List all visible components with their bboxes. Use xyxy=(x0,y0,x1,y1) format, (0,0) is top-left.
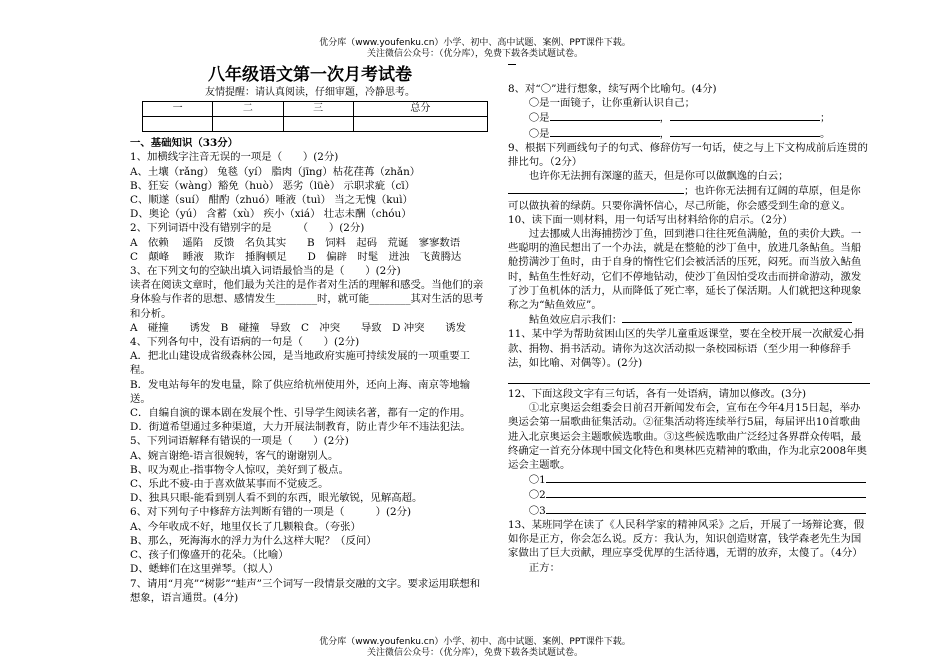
q5-option-b: B、叹为观止-指事物令人惊叹，美好到了极点。 xyxy=(130,463,349,476)
question-1: 1、加横线字注音无误的一项是（ ）(2分) xyxy=(130,151,339,164)
left-column xyxy=(130,64,490,605)
q9-sentence: 也许你无法拥有深邃的蓝天，但是你可以做飘逸的白云； xyxy=(528,170,789,183)
q3-passage: 读者在阅读文章时，他们最为关注的是作者对生活的理解和感受。当他们的亲身体验与作者的思想、感情发生________时，就可能________其对生活的思考和分析。 xyxy=(130,279,484,320)
q1-option-b: B、狂妄（wàng）豁免（huò） 恶劣（lüè） 示职求疵（cī） xyxy=(130,179,416,192)
q9-continuation-text: ；也许你无法拥有辽阔的草原，但是你可以做执着的绿荫。只要你满怀信心，尽己所能，你会感受到生命的意义。 xyxy=(508,185,861,212)
question-12: 12、下面这段文字有三句话，各有一处语病，请加以修改。(3分) xyxy=(508,388,807,401)
q5-option-c: C、乐此不疲-由于喜欢做某事而不觉疲乏。 xyxy=(130,478,329,491)
page-footer xyxy=(0,637,950,659)
q8-blank-1-prefix: 〇是 xyxy=(528,112,550,125)
q8-blank-2-prefix: 〇是 xyxy=(528,127,550,140)
footer-line-1: 优分库（www.youfenku.cn）小学、初中、高中试题、案例、PPT课件下载。 xyxy=(319,637,631,647)
q13-answer-label: 正方： xyxy=(528,561,560,574)
q6-option-d: D、蟋蟀们在这里弹琴。（拟人） xyxy=(130,563,279,576)
page-header xyxy=(0,38,950,60)
question-5: 5、下列词语解释有错误的一项是（ ）(2分) xyxy=(130,435,349,448)
right-column xyxy=(508,82,870,575)
question-8: 8、对“〇”进行想象，续写两个比喻句。(4分) xyxy=(508,83,717,95)
score-header-2: 二 xyxy=(213,102,283,117)
question-11: 11、某中学为帮助贫困山区的失学儿童重返课堂，要在全校开展一次献爱心捐款、捐物、捐书活动。请你为这次活动拟一条校园标语（至少用一种修辞手法，如比喻、对偶等）。(2分) xyxy=(508,328,865,369)
exam-title: 八年级语文第一次月考试卷 xyxy=(208,65,412,85)
q9-answer-blank[interactable] xyxy=(508,183,684,194)
q1-option-d: D、奥论（yú） 含蓄（xù） 疾小（xiá） 壮志未酬（chóu） xyxy=(130,208,412,221)
header-line-1: 优分库（www.youfenku.cn）小学、初中、高中试题、案例、PPT课件下载。 xyxy=(319,38,631,48)
q8-answer-1a[interactable] xyxy=(550,110,660,121)
q8-answer-2a[interactable] xyxy=(550,126,660,137)
q5-option-a: A、婉言谢绝-语言很婉转，客气的谢谢别人。 xyxy=(130,449,339,462)
score-cell-total[interactable] xyxy=(353,117,487,132)
q6-option-c: C、孩子们像盛开的花朵。（比喻） xyxy=(130,549,289,562)
q10-prompt-text: 鲇鱼效应启示我们： xyxy=(528,314,623,327)
q12-fix-3-label: 〇3 xyxy=(528,504,546,517)
q12-fix-2 xyxy=(508,487,870,502)
q4-option-a: A．把北山建设成省级森林公园，是当地政府实施可持续发展的一项重要工程。 xyxy=(130,350,471,377)
question-13: 13、某班同学在读了《人民科学家的精神风采》之后，开展了一场辩论赛，假如你是正方，你会怎么说。反方：我认为，知识创造财富，钱学森老先生为国家做出了巨大贡献，理应享受优厚的生活待遇，无谓的放弃，太傻了。（4分） xyxy=(508,518,865,560)
q12-passage: ①北京奥运会组委会日前召开新闻发布会，宣布在今年4月15日起，举办奥运会第一届歌曲征集活动。②征集活动将连续举行5届，每届评出10首歌曲进入北京奥运会主题歌候选歌曲。③这些候选歌曲广泛经过各界群众传唱，最终确定一首充分体现中国文化特色和奥林匹克精神的歌曲，作为北京2008年奥运会主题歌。 xyxy=(508,402,867,472)
q5-option-d: D、独具只眼-能看到别人看不到的东西，眼光敏锐，见解高超。 xyxy=(130,492,423,505)
q12-fix-2-blank[interactable] xyxy=(546,487,866,498)
q4-option-d: D．街道希望通过多种渠道，大力开展法制教育，防止青少年不违法犯法。 xyxy=(130,421,471,434)
q8-blank-1: 〇是 ， ； xyxy=(528,112,831,125)
q10-prompt xyxy=(508,312,870,327)
q8-blank-2: 〇是 ， 。 xyxy=(528,127,831,140)
question-3: 3、在下列文句的空缺出填入词语最恰当的是（ ）(2分) xyxy=(130,265,401,278)
q9-continuation xyxy=(508,183,870,212)
q12-fix-2-label: 〇2 xyxy=(528,489,546,502)
q3-options: A 碰撞 诱发 B 碰撞 导致 C 冲突 导致 D 冲突 诱发 xyxy=(130,321,467,334)
score-header-total: 总分 xyxy=(353,102,487,117)
question-7: 7、请用“月亮”“树影”“蛙声”三个词写一段情景交融的文字。要求运用联想和想象，语言通贯。(4分) xyxy=(130,577,481,604)
section-heading: 一、基础知识（33分） xyxy=(130,137,238,150)
right-column-marker xyxy=(508,64,516,65)
q8-answer-1b[interactable] xyxy=(670,110,820,121)
score-cell-3[interactable] xyxy=(283,117,353,132)
score-header-3: 三 xyxy=(283,102,353,117)
q10-answer-blank[interactable] xyxy=(622,312,852,323)
score-cell-1[interactable] xyxy=(143,117,213,132)
q6-option-a: A、今年收成不好，地里仅长了几颗粮食。（夸张） xyxy=(130,520,361,533)
q12-fix-1-label: 〇1 xyxy=(528,474,546,487)
q1-option-c: C、顺遂（suí） 酣酌（zhuó）唾液（tuì） 当之无愧（kuì） xyxy=(130,194,413,207)
question-6: 6、对下列句子中修辞方法判断有错的一项是（ ）(2分) xyxy=(130,506,412,519)
q2-options-cd: C 颠峰 睡液 欺诈 捶胸顿足 D 偏辟 时髦 迸浊 飞黄腾达 xyxy=(130,250,462,263)
question-10: 10、读下面一则材料，用一句话写出材料给你的启示。（2分） xyxy=(508,213,793,226)
q8-example: 〇是一面镜子，让你重新认识自己； xyxy=(528,97,696,110)
q10-passage: 过去挪威人出海捕捞沙丁鱼，回到港口往往死鱼满舱，鱼的卖价大跌。一些聪明的渔民想出了一个办法，就是在整舱的沙丁鱼中，放进几条鲇鱼。当船舱捞满沙丁鱼时，由于自身的惰性它们会被活活的压死，闷死。而当放入鲇鱼时，鲇鱼生性好动，它们不停地钻动，使沙丁鱼因怕受攻击而拼命游动，激发了沙丁鱼机体的活力，从而降低了死亡率，延长了保活期。人们就把这种现象称之为“鲇鱼效应”。 xyxy=(508,228,862,312)
header-line-2: 关注微信公众号：（优分库），免费下载各类试题试卷。 xyxy=(366,49,583,59)
question-4: 4、下列各句中，没有语病的一句是（ ）(2分) xyxy=(130,336,360,349)
question-2: 2、下列词语中没有错别字的是 （ ）(2分) xyxy=(130,222,365,235)
q2-options-ab: A 依赖 遥陷 反馈 名负其实 B 饲料 起码 荒诞 寥寥数语 xyxy=(130,236,461,249)
q12-fix-1-blank[interactable] xyxy=(546,472,866,483)
q4-option-c: C．自编自演的课本剧在发展个性、引导学生阅读名著，都有一定的作用。 xyxy=(130,407,471,420)
q12-fix-3 xyxy=(508,503,870,518)
q4-option-b: B．发电站每年的发电量，除了供应给杭州使用外，还向上海、南京等地输送。 xyxy=(130,378,471,405)
footer-line-2: 关注微信公众号：（优分库），免费下载各类试题试卷。 xyxy=(366,648,583,658)
exam-tip: 友情提醒：请认真阅读，仔细审题，冷静思考。 xyxy=(205,87,415,98)
score-header-1: 一 xyxy=(143,102,213,117)
q12-fix-3-blank[interactable] xyxy=(546,503,866,514)
question-9: 9、根据下列画线句子的句式、修辞仿写一句话，使之与上下文构成前后连贯的排比句。（2分） xyxy=(508,141,868,169)
q8-answer-2b[interactable] xyxy=(670,126,820,137)
q11-answer-line[interactable] xyxy=(508,370,870,384)
score-table xyxy=(142,101,488,132)
score-cell-2[interactable] xyxy=(213,117,283,132)
q1-option-a: A、土壤（rǎng） 兔毯（yí） 脂肉（jīng）枯花荏苒（zhǎn） xyxy=(130,165,421,178)
q6-option-b: B、那么，死海海水的浮力为什么这样大呢？（反问） xyxy=(130,534,377,547)
q12-fix-1 xyxy=(508,472,870,487)
